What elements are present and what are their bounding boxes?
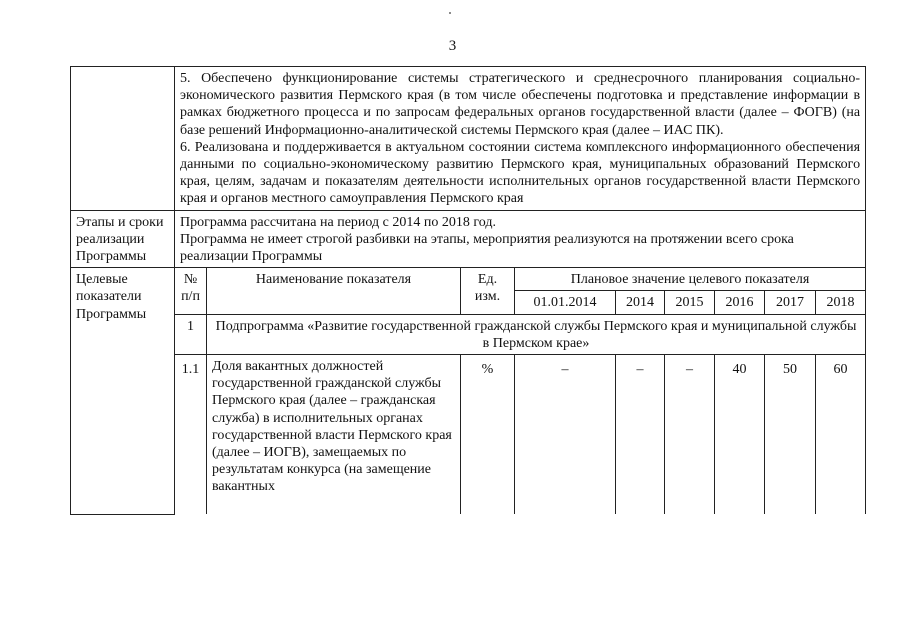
- indicator-value-01-01-2014: –: [515, 355, 616, 515]
- goals-continued-cell: [175, 67, 866, 211]
- subprogram-row: [71, 314, 866, 354]
- indicator-number: 1.1: [175, 355, 207, 515]
- targets-header-row: [71, 268, 866, 291]
- header-planned: Плановое значение целевого показателя: [515, 268, 866, 291]
- stages-row: [71, 210, 866, 268]
- year-header-cell: 2015: [665, 291, 715, 314]
- goals-continued-row: [71, 67, 866, 211]
- goal-item-6: 6. Реализована и поддерживается в актуальном состоянии система комплексного информационного обеспечения данными по социально-экономическому развитию Пермского края, муниципальных образований Пермского края, целям, задачам и показателям деятельности исполнительных органов государственной власти Пермского края и органов местного самоуправления Пермского края: [180, 139, 861, 207]
- year-header-cell: 2014: [616, 291, 665, 314]
- subprogram-title: Подпрограмма «Развитие государственной гражданской службы Пермского края и муниципальной службы в Пермском крае»: [207, 314, 866, 354]
- header-unit: Ед. изм.: [461, 268, 515, 314]
- goals-continued-label-cell: [71, 67, 175, 211]
- year-header-cell: 2016: [715, 291, 765, 314]
- page-number: 3: [448, 38, 457, 54]
- subprogram-number: 1: [175, 314, 207, 354]
- stages-description-text: Программа не имеет строгой разбивки на этапы, мероприятия реализуются на протяжении всего срока реализации Программы: [180, 231, 794, 265]
- scan-artifact-dot: [449, 12, 451, 14]
- year-header-cell: 2018: [816, 291, 866, 314]
- stages-label: Этапы и сроки реализации Программы: [71, 210, 175, 268]
- year-header-cell: 01.01.2014: [515, 291, 616, 314]
- stages-period-text: Программа рассчитана на период с 2014 по 2018 год.: [180, 214, 496, 230]
- indicator-name: Доля вакантных должностей государственной гражданской службы Пермского края (далее – гражданская служба) в исполнительных органах государственной власти Пермского края (далее – ИОГВ), замещаемых по результатам конкурса (на замещение вакантных: [207, 355, 461, 515]
- indicator-value-2015: –: [665, 355, 715, 515]
- program-passport-table: [70, 66, 866, 515]
- indicator-value-2017: 50: [765, 355, 816, 515]
- indicator-value-2018: 60: [816, 355, 866, 515]
- indicator-unit: %: [461, 355, 515, 515]
- header-name: Наименование показателя: [207, 268, 461, 314]
- stages-text-cell: [175, 210, 866, 268]
- indicator-value-2016: 40: [715, 355, 765, 515]
- goal-item-5: 5. Обеспечено функционирование системы стратегического и среднесрочного планирования социально-экономического развития Пермского края (в том числе обеспечены подготовка и представление информации в рамках бюджетного процесса и по запросам федеральных органов государственной власти (далее – ФОГВ) (на базе решений Информационно-аналитической системы Пермского края (далее – ИАС ПК).: [180, 71, 861, 138]
- targets-label: Целевые показатели Программы: [71, 268, 175, 514]
- header-number: № п/п: [175, 268, 207, 314]
- indicator-value-2014: –: [616, 355, 665, 515]
- indicator-row: [71, 355, 866, 515]
- year-header-cell: 2017: [765, 291, 816, 314]
